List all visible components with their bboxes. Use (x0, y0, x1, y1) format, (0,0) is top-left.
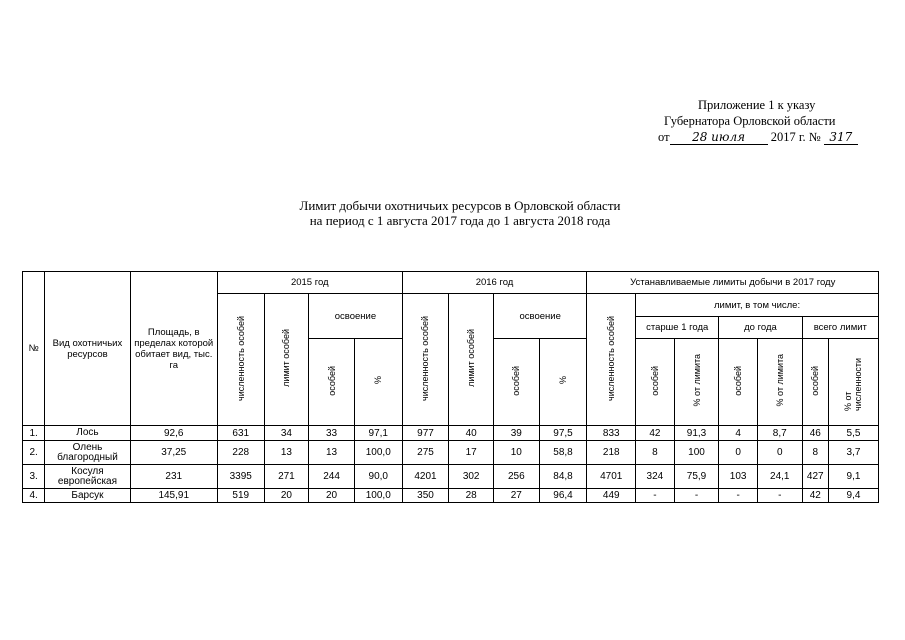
appendix-line-3 (658, 129, 858, 145)
header-total-pct-label: % от численности (843, 357, 864, 411)
header-ind-2015 (309, 339, 355, 426)
cell-older-p: 91,3 (674, 426, 719, 441)
cell-c15: 3395 (217, 465, 264, 489)
cell-m16: 39 (493, 426, 539, 441)
cell-l16: 17 (449, 441, 494, 465)
cell-p15: 97,1 (354, 426, 402, 441)
cell-l16: 40 (449, 426, 494, 441)
cell-m16: 27 (493, 489, 539, 503)
header-mastering-2015: освоение (309, 294, 402, 339)
appendix-from: от (658, 130, 670, 144)
cell-older-n: - (636, 489, 675, 503)
cell-p16: 84,8 (539, 465, 587, 489)
cell-species: Барсук (45, 489, 130, 503)
cell-m16: 256 (493, 465, 539, 489)
cell-under-p: 0 (757, 441, 802, 465)
cell-num: 4. (23, 489, 45, 503)
cell-l16: 302 (449, 465, 494, 489)
header-num: № (23, 272, 45, 426)
cell-c17: 218 (587, 441, 636, 465)
header-under-pct-label: % от лимита (774, 354, 785, 407)
handwritten-number: 317 (824, 131, 858, 145)
cell-older-n: 324 (636, 465, 675, 489)
header-2015: 2015 год (217, 272, 402, 294)
header-limit-2015 (264, 294, 309, 426)
cell-under-n: 0 (719, 441, 758, 465)
cell-species: Лось (45, 426, 130, 441)
cell-under-p: 24,1 (757, 465, 802, 489)
header-pct-2016-label: % (558, 376, 569, 385)
header-limit-2016 (449, 294, 494, 426)
table-row (23, 489, 879, 503)
cell-p15: 100,0 (354, 441, 402, 465)
header-limit-2016-label: лимит особей (466, 329, 477, 387)
header-2016: 2016 год (402, 272, 587, 294)
cell-l15: 13 (264, 441, 309, 465)
cell-c16: 350 (402, 489, 449, 503)
cell-area: 92,6 (130, 426, 217, 441)
cell-under-n: - (719, 489, 758, 503)
header-mastering-2016: освоение (493, 294, 586, 339)
header-total-limit: всего лимит (802, 317, 878, 339)
cell-m16: 10 (493, 441, 539, 465)
header-count-2016-label: численность особей (420, 315, 431, 401)
document-title (180, 198, 740, 228)
cell-total-n: 42 (802, 489, 828, 503)
table-row (23, 465, 879, 489)
cell-c16: 977 (402, 426, 449, 441)
appendix-year: 2017 г. № (767, 130, 824, 144)
cell-l16: 28 (449, 489, 494, 503)
appendix-line-1: Приложение 1 к указу (698, 98, 816, 112)
header-pct-2016 (539, 339, 587, 426)
handwritten-date: 28 июля (670, 131, 768, 145)
header-count-2017 (587, 294, 636, 426)
cell-under-p: - (757, 489, 802, 503)
header-area: Площадь, в пределах которой обитает вид, тыс. га (130, 272, 217, 426)
cell-p16: 96,4 (539, 489, 587, 503)
cell-c16: 4201 (402, 465, 449, 489)
cell-c17: 833 (587, 426, 636, 441)
cell-m15: 20 (309, 489, 355, 503)
cell-older-p: 100 (674, 441, 719, 465)
header-limit-incl: лимит, в том числе: (636, 294, 879, 317)
cell-older-p: 75,9 (674, 465, 719, 489)
header-count-2015-label: численность особей (235, 315, 246, 401)
cell-older-n: 42 (636, 426, 675, 441)
title-line-2: на период с 1 августа 2017 года до 1 августа 2018 года (309, 213, 611, 228)
cell-p15: 100,0 (354, 489, 402, 503)
header-ind-2015-label: особей (326, 365, 337, 396)
cell-c17: 449 (587, 489, 636, 503)
cell-total-n: 46 (802, 426, 828, 441)
cell-l15: 271 (264, 465, 309, 489)
header-pct-2015-label: % (373, 376, 384, 385)
cell-p15: 90,0 (354, 465, 402, 489)
cell-total-n: 8 (802, 441, 828, 465)
header-under-1: до года (719, 317, 802, 339)
cell-m15: 33 (309, 426, 355, 441)
header-older-ind (636, 339, 675, 426)
header-limit-2015-label: лимит особей (281, 329, 292, 387)
header-count-2016 (402, 294, 449, 426)
cell-under-n: 103 (719, 465, 758, 489)
cell-c17: 4701 (587, 465, 636, 489)
cell-under-p: 8,7 (757, 426, 802, 441)
cell-num: 2. (23, 441, 45, 465)
header-total-ind (802, 339, 828, 426)
cell-p16: 58,8 (539, 441, 587, 465)
cell-p16: 97,5 (539, 426, 587, 441)
table-row (23, 426, 879, 441)
header-total-pct (828, 339, 878, 426)
cell-total-p: 9,4 (828, 489, 878, 503)
cell-c15: 519 (217, 489, 264, 503)
cell-area: 231 (130, 465, 217, 489)
cell-c15: 631 (217, 426, 264, 441)
cell-species: Косуля европейская (45, 465, 130, 489)
cell-num: 3. (23, 465, 45, 489)
cell-m15: 13 (309, 441, 355, 465)
cell-under-n: 4 (719, 426, 758, 441)
header-total-ind-label: особей (810, 365, 821, 396)
cell-total-p: 5,5 (828, 426, 878, 441)
header-under-ind (719, 339, 758, 426)
cell-total-p: 3,7 (828, 441, 878, 465)
header-species: Вид охотничьих ресурсов (45, 272, 130, 426)
header-older-1: старше 1 года (636, 317, 719, 339)
cell-total-p: 9,1 (828, 465, 878, 489)
cell-m15: 244 (309, 465, 355, 489)
cell-num: 1. (23, 426, 45, 441)
header-count-2015 (217, 294, 264, 426)
header-limits-2017: Устанавливаемые лимиты добычи в 2017 году (587, 272, 879, 294)
cell-l15: 20 (264, 489, 309, 503)
header-older-pct-label: % от лимита (691, 354, 702, 407)
appendix-line-2: Губернатора Орловской области (664, 114, 836, 128)
table-row (23, 441, 879, 465)
cell-total-n: 427 (802, 465, 828, 489)
cell-older-p: - (674, 489, 719, 503)
cell-species: Олень благородный (45, 441, 130, 465)
header-pct-2015 (354, 339, 402, 426)
cell-l15: 34 (264, 426, 309, 441)
header-count-2017-label: численность особей (606, 315, 617, 401)
header-ind-2016-label: особей (511, 365, 522, 396)
cell-area: 37,25 (130, 441, 217, 465)
header-ind-2016 (493, 339, 539, 426)
title-line-1: Лимит добычи охотничьих ресурсов в Орловской области (299, 198, 621, 213)
header-under-ind-label: особей (733, 365, 744, 396)
cell-area: 145,91 (130, 489, 217, 503)
header-under-pct (757, 339, 802, 426)
limits-table (22, 271, 879, 503)
header-older-pct (674, 339, 719, 426)
cell-c15: 228 (217, 441, 264, 465)
header-older-ind-label: особей (649, 365, 660, 396)
cell-older-n: 8 (636, 441, 675, 465)
cell-c16: 275 (402, 441, 449, 465)
